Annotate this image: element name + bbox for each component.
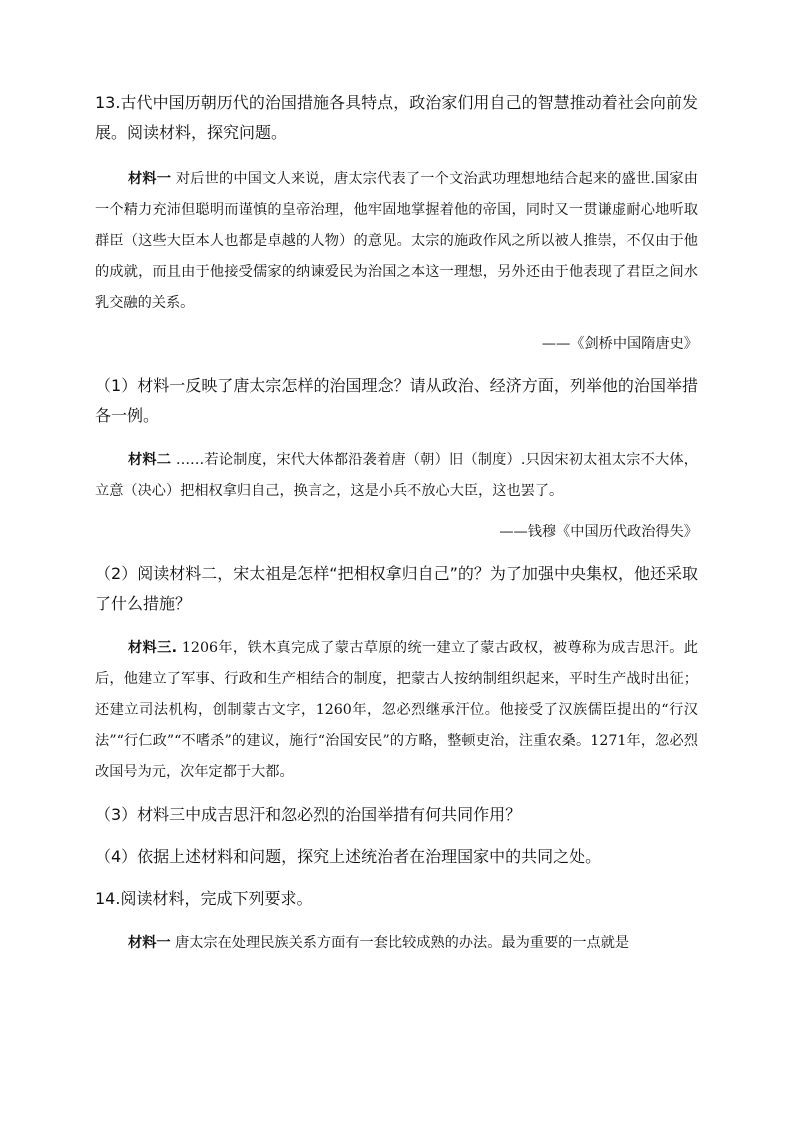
question-13-sub-2: （2）阅读材料二，宋太祖是怎样“把相权拿归自己”的？为了加强中央集权，他还采取了什么措施？ xyxy=(95,564,698,613)
material-3-label: 材料三. xyxy=(128,640,178,656)
question-13-sub-4: （4）依据上述材料和问题，探究上述统治者在治理国家中的共同之处。 xyxy=(95,847,602,866)
question-13-sub-3: （3）材料三中成吉思汗和忽必烈的治国举措有何共同作用？ xyxy=(95,805,522,824)
question-14-material-1-text: 唐太宗在处理民族关系方面有一套比较成熟的办法。最为重要的一点就是 xyxy=(170,935,630,951)
material-3 xyxy=(95,633,698,788)
material-2 xyxy=(95,445,698,507)
material-1-text: 对后世的中国文人来说，唐太宗代表了一个文治武功理想地结合起来的盛世.国家由一个精力充沛但聪明而谨慎的皇帝治理，他牢固地掌握着他的帝国，同时又一贯谦虚耐心地听取群臣（这些大臣本人也都是卓越的人物）的意见。太宗的施政作风之所以被人推崇，不仅由于他的成就，而且由于他接受儒家的纳谏爱民为治国之本这一理想，另外还由于他表现了君臣之间水乳交融的关系。 xyxy=(95,171,698,311)
material-2-source: ——钱穆《中国历代政治得失》 xyxy=(499,524,698,540)
material-2-text: ……若论制度，宋代大体都沿袭着唐（朝）旧（制度）.只因宋初太祖太宗不大体，立意（决心）把相权拿归自己，换言之，这是小兵不放心大臣，这也罢了。 xyxy=(95,452,698,499)
material-1-source: ——《剑桥中国隋唐史》 xyxy=(541,336,698,352)
document-page xyxy=(95,88,698,959)
question-13-sub-1: （1）材料一反映了唐太宗怎样的治国理念？请从政治、经济方面，列举他的治国举措各一例。 xyxy=(95,376,698,425)
question-14-material-1-label: 材料一 xyxy=(128,935,171,951)
material-1-label: 材料一 xyxy=(128,171,172,187)
question-14-material-1 xyxy=(95,928,698,959)
material-2-label: 材料二 xyxy=(128,452,172,468)
material-3-text: 1206年，铁木真完成了蒙古草原的统一建立了蒙古政权，被尊称为成吉思汗。此后，他建立了军事、行政和生产相结合的制度，把蒙古人按纳制组织起来，平时生产战时出征；还建立司法机构，创制蒙古文字，1260年，忽必烈继承汗位。他接受了汉族儒臣提出的“行汉法”“行仁政”“不嗜杀”的建议，施行“治国安民”的方略，整顿吏治，注重农桑。1271年，忽必烈改国号为元，次年定都于大都。 xyxy=(95,640,698,780)
question-13-stem: 13.古代中国历朝历代的治国措施各具特点，政治家们用自己的智慧推动着社会向前发展。阅读材料，探究问题。 xyxy=(95,93,698,142)
question-14-stem: 14.阅读材料，完成下列要求。 xyxy=(95,889,313,908)
material-1 xyxy=(95,164,698,319)
